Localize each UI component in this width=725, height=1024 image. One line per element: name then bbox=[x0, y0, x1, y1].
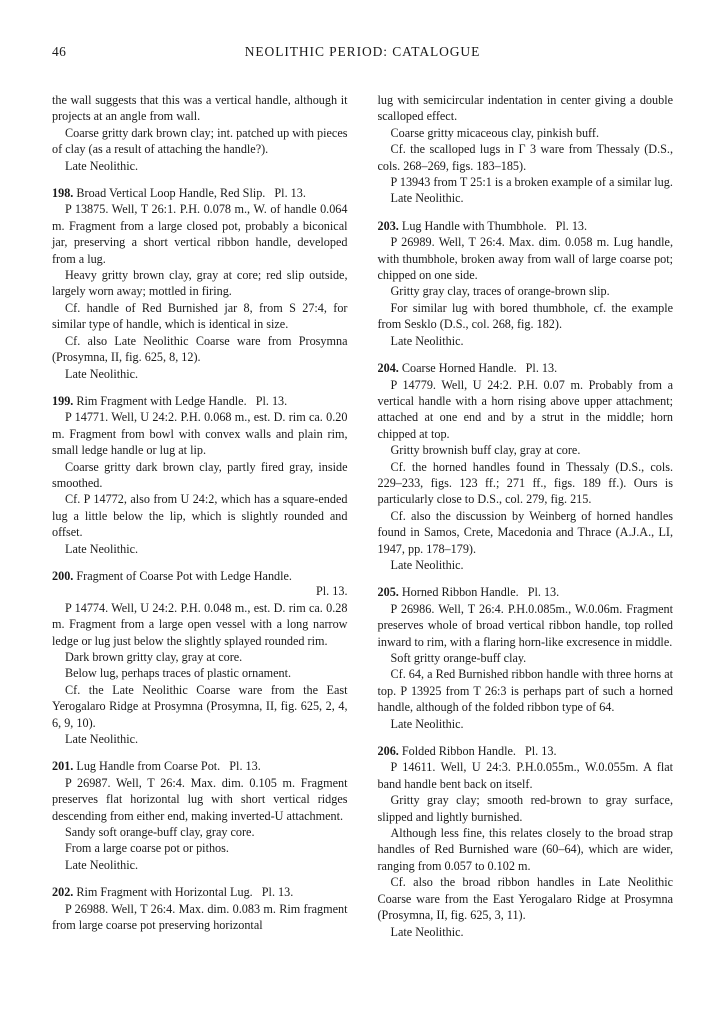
page-header bbox=[52, 44, 673, 62]
paragraph: Sandy soft orange-buff clay, gray core. bbox=[65, 825, 255, 840]
paragraph: the wall suggests that this was a vertical handle, although it projects at an angle from wall. bbox=[52, 93, 348, 124]
entry-title: Lug Handle with Thumbhole. bbox=[401, 218, 547, 233]
entry-title: Lug Handle from Coarse Pot. bbox=[76, 759, 221, 774]
entry-title: Broad Vertical Loop Handle, Red Slip. bbox=[76, 186, 266, 201]
entry-number: 206. bbox=[377, 744, 399, 759]
paragraph: Cf. P 14772, also from U 24:2, which has a square-ended lug a little below the lip, which is slightly rounded and offset. bbox=[52, 492, 348, 540]
paragraph: Late Neolithic. bbox=[65, 857, 139, 872]
paragraph: Cf. also Late Neolithic Coarse ware from Prosymna (Prosymna, II, fig. 625, 8, 12). bbox=[52, 333, 348, 365]
catalogue-entry bbox=[378, 743, 674, 940]
entry-title: Fragment of Coarse Pot with Ledge Handle. bbox=[76, 568, 292, 583]
page-number: 46 bbox=[52, 44, 67, 59]
catalogue-entry bbox=[52, 884, 348, 933]
paragraph: P 13943 from T 25:1 is a broken example of a similar lug. bbox=[390, 175, 673, 190]
paragraph: Below lug, perhaps traces of plastic ornament. bbox=[65, 666, 292, 681]
paragraph: lug with semicircular indentation in center giving a double scalloped effect. bbox=[377, 93, 673, 124]
plate-reference: Pl. 13. bbox=[525, 744, 557, 759]
entry-heading bbox=[52, 568, 348, 584]
plate-reference: Pl. 13. bbox=[261, 885, 294, 900]
paragraph: Late Neolithic. bbox=[65, 366, 139, 381]
paragraph: Soft gritty orange-buff clay. bbox=[390, 651, 527, 665]
paragraph: P 14611. Well, U 24:3. P.H.0.055m., W.0.055m. A flat band handle bent back on itself. bbox=[377, 760, 673, 791]
continued-entry-right bbox=[378, 92, 674, 207]
paragraph: Coarse gritty dark brown clay, partly fired gray, inside smoothed. bbox=[52, 459, 348, 490]
paragraph: Cf. handle of Red Burnished jar 8, from S 27:4, for similar type of handle, which is identical in size. bbox=[52, 300, 348, 332]
paragraph: Cf. the horned handles found in Thessaly (D.S., cols. 229–233, figs. 123 ff.; 271 ff., figs. 189 ff.). Ours is particularly close to D.S., col. 279, fig. 215. bbox=[377, 459, 673, 507]
paragraph: Gritty brownish buff clay, gray at core. bbox=[390, 443, 581, 458]
paragraph: P 14774. Well, U 24:2. P.H. 0.048 m., est. D. rim ca. 0.28 m. Fragment from a large open vessel with a long narrow ledge or lug just below the slightly splayed rounded rim. bbox=[52, 600, 348, 648]
paragraph: Cf. the Late Neolithic Coarse ware from the East Yerogalaro Ridge at Prosymna (Prosymna, II, fig. 625, 2, 4, 6, 9, 10). bbox=[52, 682, 348, 730]
paragraph: Although less fine, this relates closely to the broad strap handles of Red Burnished ware (60–64), which are wider, ranging from 0.057 to 0.102 m. bbox=[377, 826, 673, 873]
catalogue-entry bbox=[378, 218, 674, 349]
paragraph: Late Neolithic. bbox=[65, 541, 139, 556]
entry-heading bbox=[52, 185, 348, 201]
entry-number: 204. bbox=[377, 361, 399, 376]
catalogue-entry bbox=[378, 584, 674, 732]
entry-heading bbox=[52, 758, 348, 774]
plate-reference: Pl. 13. bbox=[527, 585, 560, 600]
entry-heading bbox=[378, 218, 674, 234]
left-column bbox=[52, 92, 348, 951]
paragraph: From a large coarse pot or pithos. bbox=[65, 841, 229, 856]
entry-heading bbox=[52, 884, 348, 900]
entry-number: 202. bbox=[52, 885, 74, 900]
paragraph: Late Neolithic. bbox=[390, 716, 464, 731]
entry-number: 201. bbox=[52, 759, 74, 774]
right-column bbox=[378, 92, 674, 951]
entry-number: 205. bbox=[377, 585, 399, 600]
paragraph: For similar lug with bored thumbhole, cf. the example from Sesklo (D.S., col. 268, fig. 182). bbox=[377, 300, 673, 332]
catalogue-entry bbox=[52, 758, 348, 873]
paragraph: Late Neolithic. bbox=[390, 557, 464, 572]
plate-reference: Pl. 13. bbox=[274, 186, 306, 201]
entry-title: Rim Fragment with Ledge Handle. bbox=[76, 393, 247, 408]
paragraph: Cf. 64, a Red Burnished ribbon handle with three horns at top. P 13925 from T 26:3 is perhaps part of such a horned handle, although of the folded ribbon type of 64. bbox=[377, 667, 673, 715]
running-head: NEOLITHIC PERIOD: CATALOGUE bbox=[244, 44, 481, 59]
paragraph: Cf. the scalloped lugs in Γ 3 ware from Thessaly (D.S., cols. 268–269, figs. 183–185). bbox=[377, 142, 673, 173]
plate-reference: Pl. 13. bbox=[525, 361, 558, 376]
catalogue-entry bbox=[52, 185, 348, 382]
catalogue-entry bbox=[52, 393, 348, 557]
entry-heading bbox=[378, 360, 674, 376]
paragraph: Late Neolithic. bbox=[65, 732, 139, 747]
paragraph: P 13875. Well, T 26:1. P.H. 0.078 m., W. of handle 0.064 m. Fragment from a large closed pot, probably a biconical jar, preserving a short vertical ribbon handle, developed from a lug. bbox=[52, 202, 348, 266]
paragraph: Dark brown gritty clay, gray at core. bbox=[65, 650, 243, 664]
paragraph: Cf. also the discussion by Weinberg of horned handles found in Samos, Crete, Macedonia and Thrace (A.J.A., LI, 1947, pp. 178–179). bbox=[377, 508, 673, 556]
entry-number: 199. bbox=[52, 393, 74, 408]
plate-reference: Pl. 13. bbox=[255, 393, 288, 408]
paragraph: Late Neolithic. bbox=[65, 158, 139, 173]
paragraph: Late Neolithic. bbox=[390, 333, 464, 348]
entry-number: 200. bbox=[52, 568, 74, 583]
paragraph: P 26988. Well, T 26:4. Max. dim. 0.083 m. Rim fragment from large coarse pot preserving horizontal bbox=[52, 901, 348, 933]
entry-number: 203. bbox=[377, 218, 399, 233]
paragraph: P 26989. Well, T 26:4. Max. dim. 0.058 m. Lug handle, with thumbhole, broken away from wall of large coarse pot; chipped on one side. bbox=[377, 235, 673, 283]
paragraph: P 14779. Well, U 24:2. P.H. 0.07 m. Probably from a vertical handle with a horn rising above upper attachment; attached at one end and by a strut in the middle; horn chipped at top. bbox=[377, 377, 673, 441]
paragraph: Gritty gray clay; smooth red-brown to gray surface, slipped and lightly burnished. bbox=[377, 793, 673, 824]
paragraph: P 26987. Well, T 26:4. Max. dim. 0.105 m. Fragment preserves flat horizontal lug with short vertical ridges descending from either end, making inverted-U attachment. bbox=[52, 775, 348, 823]
entry-heading bbox=[378, 584, 674, 600]
entry-title: Rim Fragment with Horizontal Lug. bbox=[76, 885, 253, 900]
paragraph: Coarse gritty micaceous clay, pinkish buff. bbox=[390, 125, 599, 140]
entry-title: Folded Ribbon Handle. bbox=[401, 744, 516, 759]
catalogue-entry bbox=[378, 360, 674, 573]
plate-reference: Pl. 13. bbox=[229, 759, 261, 774]
entry-heading bbox=[52, 393, 348, 409]
paragraph: P 26986. Well, T 26:4. P.H.0.085m., W.0.06m. Fragment preserves whole of broad vertical ribbon handle, top rolled inward to rim, with a flaring horn-like excresence in middle. bbox=[377, 601, 673, 649]
paragraph: P 14771. Well, U 24:2. P.H. 0.068 m., est. D. rim ca. 0.20 m. Fragment from bowl with convex walls and plain rim, small ledge handle or lug at lip. bbox=[52, 410, 348, 458]
catalogue-entry bbox=[52, 568, 348, 747]
entry-title: Horned Ribbon Handle. bbox=[401, 585, 519, 600]
two-column-body bbox=[52, 92, 673, 951]
entry-number: 198. bbox=[52, 186, 74, 201]
continued-entry-left bbox=[52, 92, 348, 174]
entry-title: Coarse Horned Handle. bbox=[401, 361, 517, 376]
paragraph: Late Neolithic. bbox=[390, 191, 464, 206]
paragraph: Coarse gritty dark brown clay; int. patched up with pieces of clay (as a result of attaching the handle?). bbox=[52, 125, 348, 157]
plate-reference: Pl. 13. bbox=[555, 218, 588, 233]
paragraph: Heavy gritty brown clay, gray at core; red slip outside, largely worn away; mottled in firing. bbox=[52, 268, 348, 299]
plate-reference: Pl. 13. bbox=[316, 584, 348, 599]
paragraph: Late Neolithic. bbox=[390, 924, 464, 939]
entry-heading bbox=[378, 743, 674, 759]
paragraph: Cf. also the broad ribbon handles in Late Neolithic Coarse ware from the East Yerogalaro Ridge at Prosymna (Prosymna, II, fig. 625, 3, 11). bbox=[377, 875, 673, 923]
paragraph: Gritty gray clay, traces of orange-brown slip. bbox=[390, 284, 610, 299]
